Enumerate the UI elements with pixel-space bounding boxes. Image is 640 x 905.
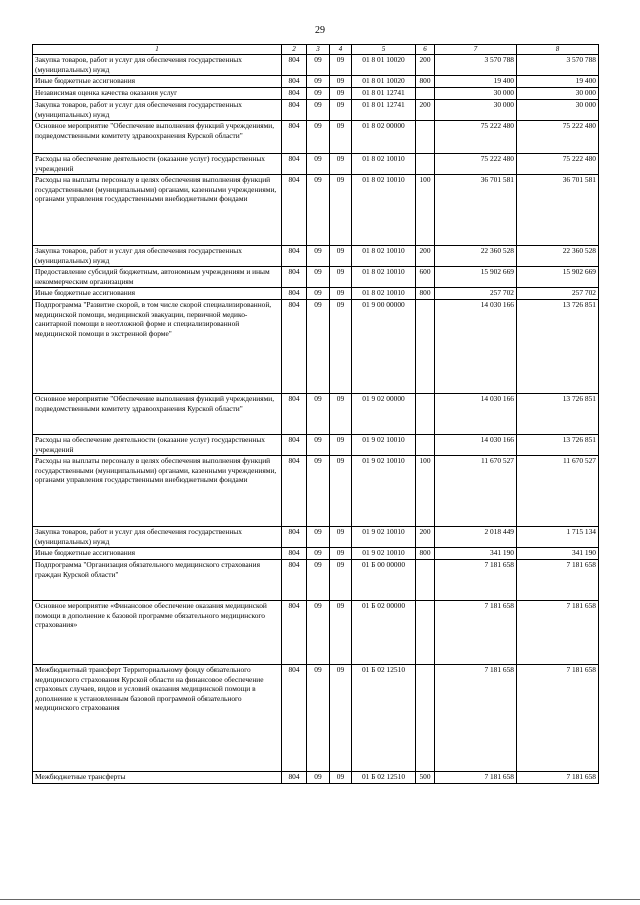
page-bottom-border [0, 899, 640, 900]
row-code-cell: 01 9 02 00000 [352, 394, 416, 435]
row-code-cell [416, 121, 435, 154]
row-code-cell: 01 Б 02 12510 [352, 772, 416, 784]
row-code-cell: 09 [307, 560, 330, 601]
row-code-cell [416, 665, 435, 772]
row-amount-cell: 341 190 [435, 548, 517, 560]
row-code-cell: 804 [282, 288, 307, 300]
row-code-cell: 100 [416, 456, 435, 527]
row-name-cell: Закупка товаров, работ и услуг для обеспечения государственных (муниципальных) нужд [33, 527, 282, 548]
row-amount-cell: 22 360 528 [435, 246, 517, 267]
row-code-cell: 804 [282, 665, 307, 772]
row-code-cell: 01 9 02 10010 [352, 435, 416, 456]
row-code-cell: 804 [282, 300, 307, 394]
row-amount-cell: 36 701 581 [517, 175, 599, 246]
row-amount-cell: 2 018 449 [435, 527, 517, 548]
row-code-cell: 09 [307, 772, 330, 784]
row-amount-cell: 30 000 [435, 88, 517, 100]
table-row [33, 154, 599, 175]
header-cell: 7 [435, 45, 517, 55]
row-name-cell: Предоставление субсидий бюджетным, автономным учреждениям и иным некоммерческим организациям [33, 267, 282, 288]
row-amount-cell: 3 570 788 [517, 55, 599, 76]
row-amount-cell: 257 702 [517, 288, 599, 300]
row-amount-cell: 7 181 658 [435, 665, 517, 772]
row-code-cell: 01 8 02 10010 [352, 288, 416, 300]
row-code-cell: 09 [307, 88, 330, 100]
header-cell: 6 [416, 45, 435, 55]
row-amount-cell: 75 222 480 [517, 154, 599, 175]
row-code-cell: 09 [330, 548, 352, 560]
row-code-cell: 09 [330, 154, 352, 175]
row-code-cell: 804 [282, 246, 307, 267]
row-amount-cell: 7 181 658 [435, 772, 517, 784]
row-code-cell: 09 [330, 560, 352, 601]
row-code-cell: 804 [282, 88, 307, 100]
row-code-cell: 01 9 02 10010 [352, 527, 416, 548]
row-name-cell: Основное мероприятие "Обеспечение выполнения функций учреждениями, подведомственными комитету здравоохранения Курской области" [33, 394, 282, 435]
row-code-cell: 09 [330, 300, 352, 394]
row-name-cell: Подпрограмма "Развитие скорой, в том числе скорой специализированной, медицинской помощи, медицинской эвакуации, первичной медико-санитарной помощи в неотложной форме и специализированной медицинской помощи в экстренной форме" [33, 300, 282, 394]
row-name-cell: Расходы на обеспечение деятельности (оказание услуг) государственных учреждений [33, 435, 282, 456]
row-code-cell: 01 8 01 12741 [352, 88, 416, 100]
row-code-cell: 01 Б 02 00000 [352, 601, 416, 665]
table-row [33, 76, 599, 88]
row-code-cell [416, 154, 435, 175]
row-code-cell: 01 9 00 00000 [352, 300, 416, 394]
row-code-cell: 09 [307, 394, 330, 435]
row-code-cell: 800 [416, 76, 435, 88]
row-code-cell: 804 [282, 527, 307, 548]
row-code-cell: 804 [282, 100, 307, 121]
row-amount-cell: 19 400 [435, 76, 517, 88]
row-code-cell: 09 [307, 527, 330, 548]
row-code-cell [416, 394, 435, 435]
header-cell: 1 [33, 45, 282, 55]
page-number: 29 [315, 25, 325, 36]
table-row [33, 548, 599, 560]
row-amount-cell: 7 181 658 [517, 601, 599, 665]
table-row [33, 100, 599, 121]
row-name-cell: Иные бюджетные ассигнования [33, 548, 282, 560]
row-code-cell: 09 [307, 456, 330, 527]
row-code-cell: 804 [282, 175, 307, 246]
table-row [33, 435, 599, 456]
row-code-cell: 09 [330, 394, 352, 435]
row-code-cell: 09 [307, 76, 330, 88]
row-amount-cell: 36 701 581 [435, 175, 517, 246]
row-code-cell: 09 [330, 601, 352, 665]
row-code-cell: 600 [416, 267, 435, 288]
table-row [33, 300, 599, 394]
row-code-cell: 200 [416, 55, 435, 76]
row-amount-cell: 75 222 480 [435, 154, 517, 175]
row-name-cell: Межбюджетные трансферты [33, 772, 282, 784]
row-code-cell: 804 [282, 55, 307, 76]
row-name-cell: Иные бюджетные ассигнования [33, 76, 282, 88]
row-code-cell: 09 [307, 175, 330, 246]
row-amount-cell: 13 726 851 [517, 300, 599, 394]
header-cell: 4 [330, 45, 352, 55]
table-row [33, 527, 599, 548]
row-code-cell: 09 [330, 88, 352, 100]
row-name-cell: Иные бюджетные ассигнования [33, 288, 282, 300]
row-amount-cell: 15 902 669 [435, 267, 517, 288]
row-code-cell: 09 [307, 246, 330, 267]
row-code-cell: 09 [330, 772, 352, 784]
row-amount-cell: 13 726 851 [517, 394, 599, 435]
header-cell: 5 [352, 45, 416, 55]
row-code-cell [416, 88, 435, 100]
row-code-cell: 100 [416, 175, 435, 246]
row-code-cell: 09 [330, 435, 352, 456]
row-name-cell: Расходы на обеспечение деятельности (оказание услуг) государственных учреждений [33, 154, 282, 175]
row-name-cell: Подпрограмма "Организация обязательного медицинского страхования граждан Курской области" [33, 560, 282, 601]
row-code-cell: 09 [330, 456, 352, 527]
row-amount-cell: 30 000 [517, 88, 599, 100]
row-code-cell: 01 9 02 10010 [352, 548, 416, 560]
header-cell: 3 [307, 45, 330, 55]
table-row [33, 772, 599, 784]
row-name-cell: Закупка товаров, работ и услуг для обеспечения государственных (муниципальных) нужд [33, 100, 282, 121]
row-code-cell: 01 8 02 10010 [352, 246, 416, 267]
row-code-cell: 01 8 02 10010 [352, 154, 416, 175]
row-amount-cell: 19 400 [517, 76, 599, 88]
row-code-cell: 804 [282, 435, 307, 456]
row-amount-cell: 7 181 658 [435, 560, 517, 601]
row-code-cell: 200 [416, 527, 435, 548]
row-code-cell: 804 [282, 154, 307, 175]
row-name-cell: Основное мероприятие "Обеспечение выполнения функций учреждениями, подведомственными комитету здравоохранения Курской области" [33, 121, 282, 154]
row-name-cell: Закупка товаров, работ и услуг для обеспечения государственных (муниципальных) нужд [33, 55, 282, 76]
row-code-cell: 09 [330, 527, 352, 548]
table-row [33, 121, 599, 154]
row-code-cell: 09 [307, 55, 330, 76]
row-code-cell: 09 [307, 601, 330, 665]
row-amount-cell: 15 902 669 [517, 267, 599, 288]
row-amount-cell: 14 030 166 [435, 394, 517, 435]
row-code-cell: 01 8 02 00000 [352, 121, 416, 154]
table-row [33, 288, 599, 300]
table-header-row [33, 45, 599, 55]
row-code-cell: 200 [416, 100, 435, 121]
row-amount-cell: 7 181 658 [517, 665, 599, 772]
row-code-cell: 09 [330, 246, 352, 267]
row-amount-cell: 7 181 658 [517, 772, 599, 784]
table-row [33, 175, 599, 246]
table-row [33, 246, 599, 267]
row-code-cell: 804 [282, 560, 307, 601]
row-code-cell: 09 [330, 267, 352, 288]
table-row [33, 601, 599, 665]
row-amount-cell: 257 702 [435, 288, 517, 300]
row-amount-cell: 22 360 528 [517, 246, 599, 267]
row-code-cell: 09 [307, 665, 330, 772]
row-code-cell: 500 [416, 772, 435, 784]
row-code-cell [416, 435, 435, 456]
row-code-cell [416, 300, 435, 394]
row-amount-cell: 75 222 480 [435, 121, 517, 154]
row-code-cell: 800 [416, 548, 435, 560]
row-code-cell: 200 [416, 246, 435, 267]
row-amount-cell: 13 726 851 [517, 435, 599, 456]
row-code-cell: 09 [330, 121, 352, 154]
row-amount-cell: 11 670 527 [435, 456, 517, 527]
row-code-cell: 09 [307, 267, 330, 288]
row-code-cell: 09 [330, 76, 352, 88]
row-amount-cell: 341 190 [517, 548, 599, 560]
table-row [33, 267, 599, 288]
row-name-cell: Независимая оценка качества оказания услуг [33, 88, 282, 100]
row-code-cell: 804 [282, 772, 307, 784]
row-code-cell: 804 [282, 121, 307, 154]
row-code-cell: 09 [307, 121, 330, 154]
row-amount-cell: 11 670 527 [517, 456, 599, 527]
row-code-cell: 09 [330, 175, 352, 246]
row-code-cell: 09 [307, 435, 330, 456]
row-amount-cell: 7 181 658 [517, 560, 599, 601]
row-code-cell: 09 [330, 100, 352, 121]
table-row [33, 55, 599, 76]
table-row [33, 560, 599, 601]
row-code-cell: 800 [416, 288, 435, 300]
row-amount-cell: 7 181 658 [435, 601, 517, 665]
row-code-cell: 01 8 01 10020 [352, 55, 416, 76]
header-cell: 2 [282, 45, 307, 55]
table-row [33, 88, 599, 100]
row-code-cell [416, 601, 435, 665]
budget-table [32, 44, 599, 784]
row-code-cell: 01 Б 00 00000 [352, 560, 416, 601]
row-code-cell: 804 [282, 76, 307, 88]
row-code-cell: 804 [282, 267, 307, 288]
row-code-cell: 09 [330, 665, 352, 772]
row-code-cell: 804 [282, 456, 307, 527]
row-code-cell: 804 [282, 548, 307, 560]
row-code-cell: 01 8 01 12741 [352, 100, 416, 121]
row-code-cell: 804 [282, 394, 307, 435]
row-code-cell: 09 [307, 548, 330, 560]
row-code-cell: 09 [307, 100, 330, 121]
row-code-cell: 09 [330, 55, 352, 76]
row-amount-cell: 14 030 166 [435, 435, 517, 456]
row-code-cell [416, 560, 435, 601]
row-code-cell: 09 [330, 288, 352, 300]
row-code-cell: 01 Б 02 12510 [352, 665, 416, 772]
row-amount-cell: 30 000 [517, 100, 599, 121]
row-code-cell: 09 [307, 154, 330, 175]
table-row [33, 456, 599, 527]
row-code-cell: 01 8 01 10020 [352, 76, 416, 88]
row-amount-cell: 30 000 [435, 100, 517, 121]
row-code-cell: 09 [307, 300, 330, 394]
row-name-cell: Межбюджетный трансферт Территориальному фонду обязательного медицинского страхования Курской области на финансовое обеспечение страховых случаев, видов и условий оказания медицинской помощи в дополнение к установленным базовой программой обязательного медицинского страхования [33, 665, 282, 772]
table-row [33, 665, 599, 772]
row-name-cell: Основное мероприятие «Финансовое обеспечение оказания медицинской помощи в дополнение к базовой программе обязательного медицинского страхования» [33, 601, 282, 665]
row-amount-cell: 14 030 166 [435, 300, 517, 394]
row-amount-cell: 1 715 134 [517, 527, 599, 548]
row-name-cell: Расходы на выплаты персоналу в целях обеспечения выполнения функций государственными (муниципальными) органами, казенными учреждениями, органами управления государственными внебюджетными фондами [33, 175, 282, 246]
row-code-cell: 09 [307, 288, 330, 300]
row-code-cell: 01 9 02 10010 [352, 456, 416, 527]
row-code-cell: 804 [282, 601, 307, 665]
row-code-cell: 01 8 02 10010 [352, 175, 416, 246]
table-row [33, 394, 599, 435]
header-cell: 8 [517, 45, 599, 55]
row-name-cell: Закупка товаров, работ и услуг для обеспечения государственных (муниципальных) нужд [33, 246, 282, 267]
row-code-cell: 01 8 02 10010 [352, 267, 416, 288]
row-name-cell: Расходы на выплаты персоналу в целях обеспечения выполнения функций государственными (муниципальными) органами, казенными учреждениями, органами управления государственными внебюджетными фондами [33, 456, 282, 527]
row-amount-cell: 75 222 480 [517, 121, 599, 154]
row-amount-cell: 3 570 788 [435, 55, 517, 76]
